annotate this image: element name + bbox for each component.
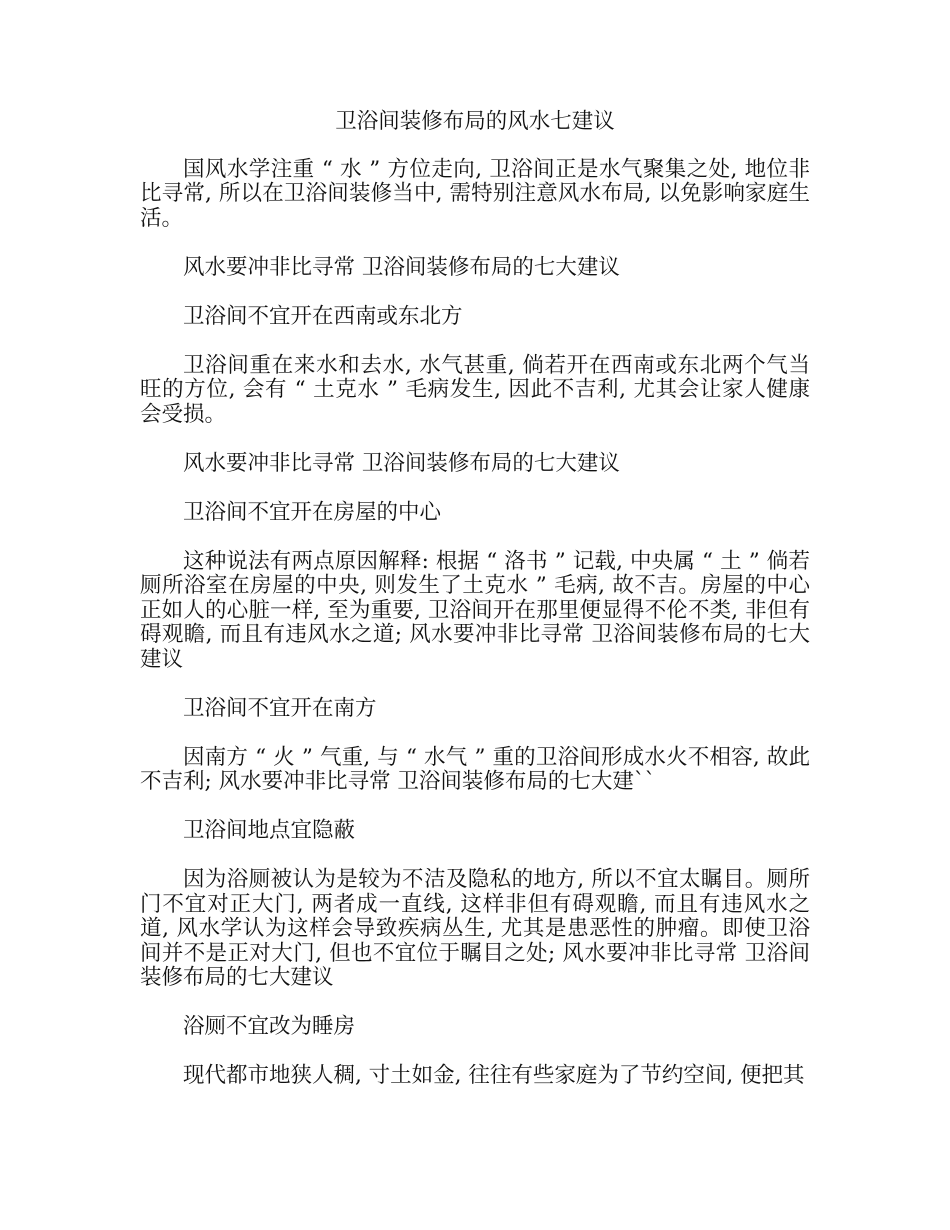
paragraph-bedroom: 现代都市地狭人稠, 寸土如金, 往往有些家庭为了节约空间, 便把其 xyxy=(183,1063,805,1088)
subheading-hidden: 卫浴间地点宜隐蔽 xyxy=(183,818,356,843)
section-heading: 风水要冲非比寻常 卫浴间装修布局的七大建议 xyxy=(183,450,620,476)
document-title: 卫浴间装修布局的风水七建议 xyxy=(335,109,615,134)
document-page xyxy=(140,110,810,1089)
section-heading: 风水要冲非比寻常 卫浴间装修布局的七大建议 xyxy=(183,254,620,280)
subheading-center: 卫浴间不宜开在房屋的中心 xyxy=(183,499,442,525)
paragraph-intro: 国风水学注重 “ 水 ” 方位走向, 卫浴间正是水气聚集之处, 地位非比寻常, 所以在卫浴间装修当中, 需特别注意风水布局, 以免影响家庭生活。 xyxy=(140,156,810,231)
paragraph-south: 因南方 “ 火 ” 气重, 与 “ 水气 ” 重的卫浴间形成水火不相容, 故此不吉利; 风水要冲非比寻常 卫浴间装修布局的七大建`` xyxy=(140,744,810,794)
subheading-bedroom: 浴厕不宜改为睡房 xyxy=(183,1014,356,1039)
paragraph-hidden: 因为浴厕被认为是较为不洁及隐私的地方, 所以不宜太瞩目。厕所门不宜对正大门, 两者成一直线, 这样非但有碍观瞻, 而且有违风水之道, 风水学认为这样会导致疾病丛生, 尤其是患恶性的肿瘤。即使卫浴间并不是正对大门, 但也不宜位于瞩目之处; 风水要冲非比寻常 卫浴间装修布局的七大建议 xyxy=(140,867,810,990)
paragraph-southwest-northeast: 卫浴间重在来水和去水, 水气甚重, 倘若开在西南或东北两个气当旺的方位, 会有 “ 土克水 ” 毛病发生, 因此不吉利, 尤其会让家人健康会受损。 xyxy=(140,352,810,427)
subheading-southwest-northeast: 卫浴间不宜开在西南或东北方 xyxy=(183,303,463,329)
subheading-south: 卫浴间不宜开在南方 xyxy=(183,695,377,721)
paragraph-center: 这种说法有两点原因解释: 根据 “ 洛书 ” 记载, 中央属 “ 土 ” 倘若厕所浴室在房屋的中央, 则发生了土克水 ” 毛病, 故不吉。房屋的中心正如人的心脏一样, 至为重要, 卫浴间开在那里便显得不伦不类, 非但有碍观瞻, 而且有违风水之道; 风水要冲非比寻常 卫浴间装修布局的七大建议 xyxy=(140,548,810,672)
